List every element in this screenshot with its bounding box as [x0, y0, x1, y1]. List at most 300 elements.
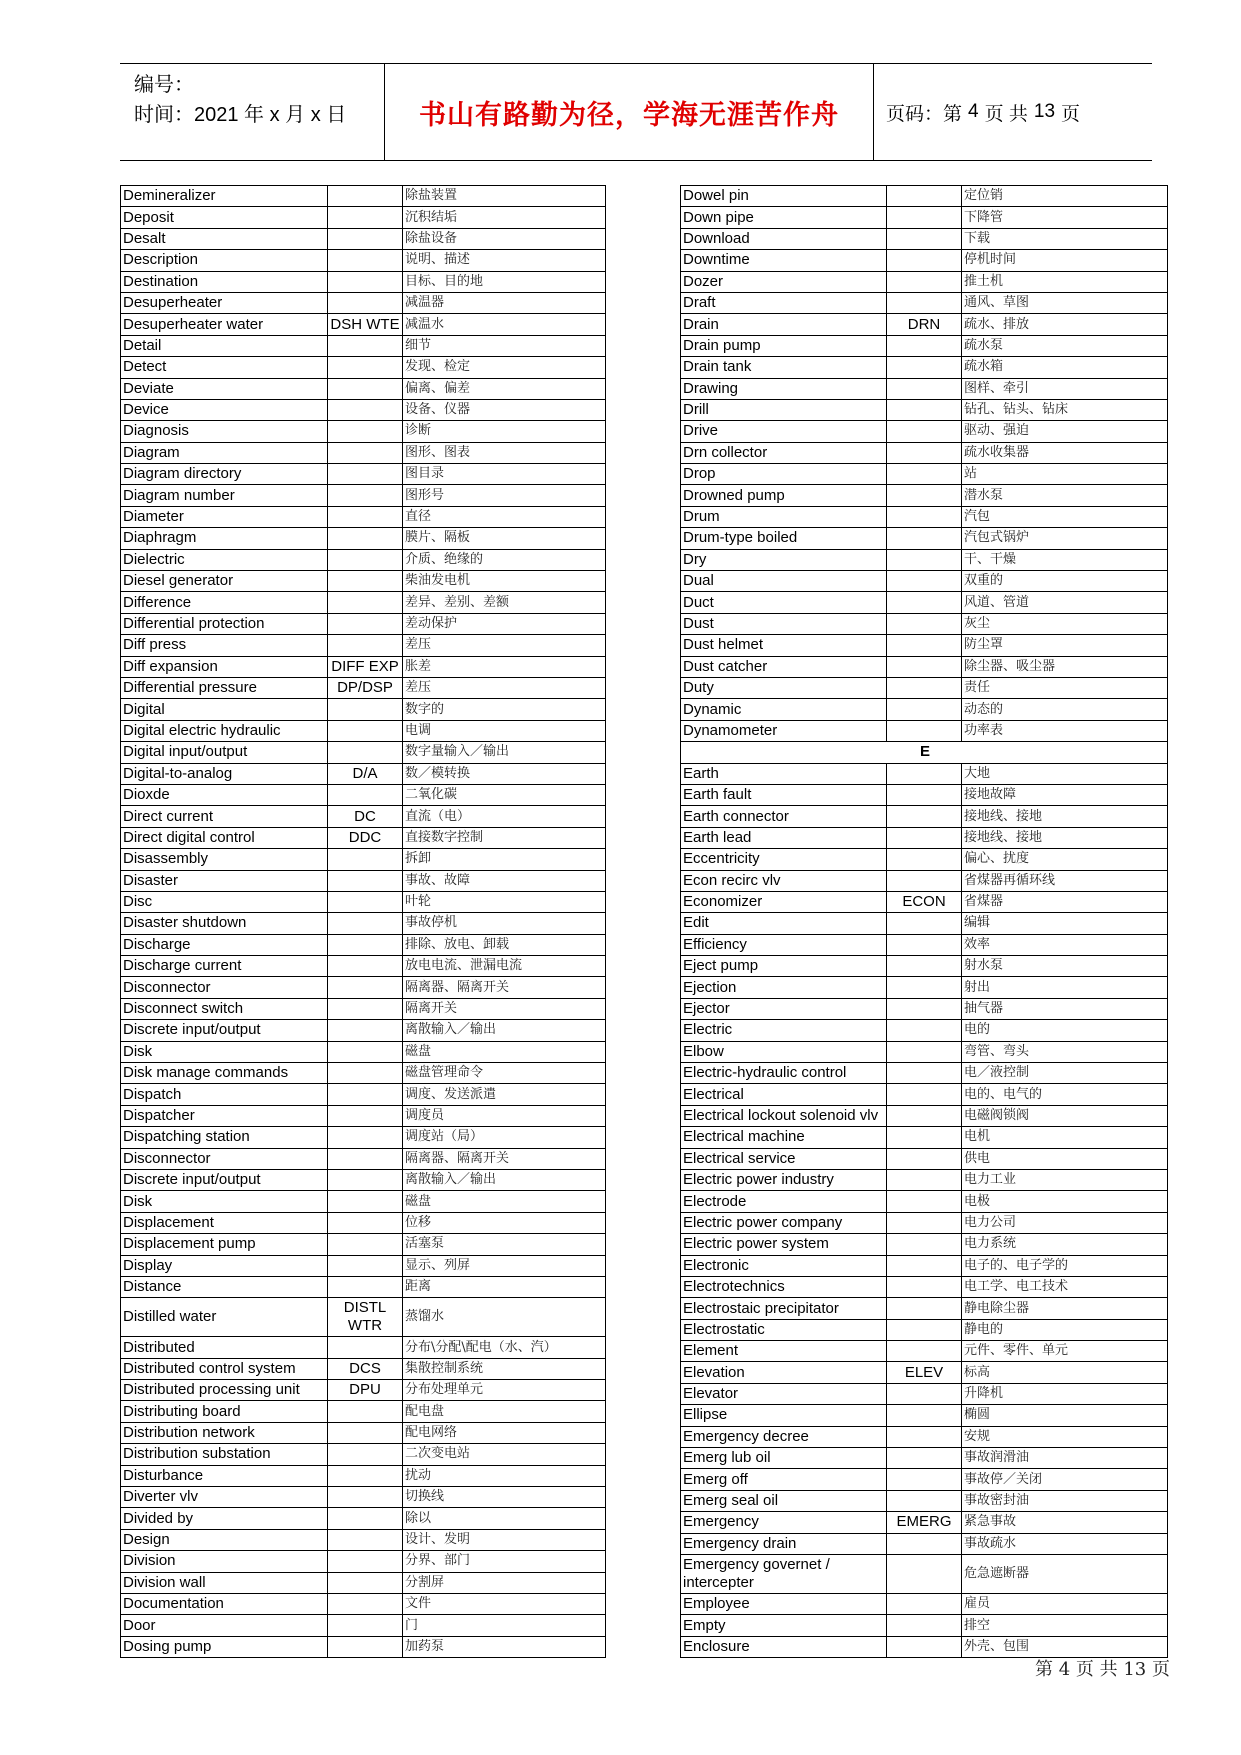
term-english: Emergency decree [681, 1426, 887, 1447]
term-english: Detail [121, 335, 328, 356]
term-abbreviation [887, 806, 962, 827]
term-english: Ellipse [681, 1405, 887, 1426]
glossary-row [121, 677, 606, 698]
glossary-row [681, 1512, 1168, 1533]
glossary-row [681, 228, 1168, 249]
glossary-row [681, 913, 1168, 934]
term-abbreviation [328, 421, 403, 442]
glossary-row [681, 1105, 1168, 1126]
glossary-row [681, 1319, 1168, 1340]
term-chinese: 驱动、强迫 [962, 421, 1168, 442]
term-abbreviation [887, 784, 962, 805]
term-chinese: 汽包式锅炉 [962, 528, 1168, 549]
term-english: Digital [121, 699, 328, 720]
term-chinese: 下降管 [962, 207, 1168, 228]
term-chinese: 偏离、偏差 [403, 378, 606, 399]
glossary-row [681, 956, 1168, 977]
glossary-row [121, 1127, 606, 1148]
term-abbreviation [887, 421, 962, 442]
term-chinese: 图形号 [403, 485, 606, 506]
glossary-row [681, 635, 1168, 656]
term-english: Electric power industry [681, 1169, 887, 1190]
glossary-row [121, 1487, 606, 1508]
term-chinese: 离散输入／输出 [403, 1169, 606, 1190]
term-chinese: 接地线、接地 [962, 827, 1168, 848]
term-english: Empty [681, 1615, 887, 1636]
glossary-row [121, 1337, 606, 1358]
term-english: Emerg off [681, 1469, 887, 1490]
glossary-row [681, 806, 1168, 827]
term-abbreviation: ELEV [887, 1362, 962, 1383]
term-english: Electrical lockout solenoid vlv [681, 1105, 887, 1126]
glossary-row [121, 1255, 606, 1276]
glossary-row [121, 891, 606, 912]
term-english: Drowned pump [681, 485, 887, 506]
term-english: Dielectric [121, 549, 328, 570]
term-abbreviation [887, 1255, 962, 1276]
term-english: Emerg lub oil [681, 1448, 887, 1469]
term-english: Dual [681, 571, 887, 592]
page-total: 13 [1033, 101, 1056, 122]
glossary-row [681, 186, 1168, 207]
term-abbreviation [887, 1636, 962, 1657]
term-chinese: 元件、零件、单元 [962, 1341, 1168, 1362]
term-abbreviation [328, 1105, 403, 1126]
term-abbreviation [328, 357, 403, 378]
glossary-row [121, 1551, 606, 1572]
term-chinese: 减温器 [403, 292, 606, 313]
term-chinese: 数字量输入／输出 [403, 742, 606, 763]
term-abbreviation [887, 1127, 962, 1148]
glossary-row [121, 549, 606, 570]
term-english: Drawing [681, 378, 887, 399]
glossary-row [121, 913, 606, 934]
glossary-row [681, 677, 1168, 698]
glossary-table-right [680, 185, 1168, 1658]
term-abbreviation [887, 250, 962, 271]
term-chinese: 抽气器 [962, 998, 1168, 1019]
term-chinese: 射出 [962, 977, 1168, 998]
glossary-row [121, 742, 606, 763]
term-chinese: 通风、草图 [962, 292, 1168, 313]
term-abbreviation [328, 998, 403, 1019]
glossary-row [681, 1383, 1168, 1404]
term-chinese: 磁盘 [403, 1191, 606, 1212]
term-abbreviation: DISTL WTR [328, 1298, 403, 1337]
term-abbreviation [887, 849, 962, 870]
glossary-row [121, 635, 606, 656]
term-abbreviation [887, 1063, 962, 1084]
term-chinese: 弯管、弯头 [962, 1041, 1168, 1062]
term-english: Electrode [681, 1191, 887, 1212]
term-english: Disassembly [121, 849, 328, 870]
glossary-row [121, 485, 606, 506]
glossary-row [681, 442, 1168, 463]
term-chinese: 叶轮 [403, 891, 606, 912]
term-chinese: 差压 [403, 677, 606, 698]
term-chinese: 灰尘 [962, 613, 1168, 634]
glossary-row [681, 549, 1168, 570]
term-english: Eccentricity [681, 849, 887, 870]
glossary-row [121, 314, 606, 335]
term-english: Dynamic [681, 699, 887, 720]
term-abbreviation [887, 186, 962, 207]
term-english: Deviate [121, 378, 328, 399]
term-english: Disc [121, 891, 328, 912]
glossary-body-right [681, 186, 1168, 1658]
term-chinese: 椭圆 [962, 1405, 1168, 1426]
term-abbreviation [328, 1127, 403, 1148]
glossary-row [681, 485, 1168, 506]
glossary-row [121, 827, 606, 848]
glossary-row [681, 1041, 1168, 1062]
glossary-row [121, 1572, 606, 1593]
glossary-row [681, 335, 1168, 356]
term-english: Design [121, 1529, 328, 1550]
term-english: Earth [681, 763, 887, 784]
term-english: Digital-to-analog [121, 763, 328, 784]
term-chinese: 排除、放电、卸载 [403, 934, 606, 955]
term-chinese: 设备、仪器 [403, 399, 606, 420]
term-abbreviation [328, 592, 403, 613]
glossary-row [681, 1405, 1168, 1426]
term-english: Ejector [681, 998, 887, 1019]
term-chinese: 事故密封油 [962, 1490, 1168, 1511]
term-english: Distributed control system [121, 1358, 328, 1379]
term-abbreviation [328, 699, 403, 720]
term-english: Digital input/output [121, 742, 328, 763]
term-english: Dust catcher [681, 656, 887, 677]
glossary-body-left [121, 186, 606, 1658]
page-number: 4 [968, 101, 979, 122]
term-english: Electric-hydraulic control [681, 1063, 887, 1084]
term-chinese: 站 [962, 464, 1168, 485]
glossary-row [681, 827, 1168, 848]
term-chinese: 活塞泵 [403, 1234, 606, 1255]
term-english: Discrete input/output [121, 1020, 328, 1041]
term-chinese: 图目录 [403, 464, 606, 485]
glossary-row [681, 207, 1168, 228]
term-abbreviation [887, 228, 962, 249]
term-chinese: 二次变电站 [403, 1444, 606, 1465]
term-abbreviation [328, 1063, 403, 1084]
term-english: Elevation [681, 1362, 887, 1383]
term-abbreviation [887, 506, 962, 527]
glossary-row [121, 506, 606, 527]
term-abbreviation [328, 784, 403, 805]
term-english: Desuperheater water [121, 314, 328, 335]
term-chinese: 隔离开关 [403, 998, 606, 1019]
term-english: Disaster [121, 870, 328, 891]
term-chinese: 汽包 [962, 506, 1168, 527]
term-chinese: 差异、差别、差额 [403, 592, 606, 613]
glossary-row [121, 1380, 606, 1401]
term-abbreviation [887, 464, 962, 485]
glossary-row [121, 1148, 606, 1169]
term-chinese: 疏水、排放 [962, 314, 1168, 335]
glossary-row [121, 934, 606, 955]
term-abbreviation [887, 656, 962, 677]
glossary-row [121, 1298, 606, 1337]
glossary-row [121, 849, 606, 870]
term-english: Distributing board [121, 1401, 328, 1422]
term-chinese: 调度员 [403, 1105, 606, 1126]
term-chinese: 事故停机 [403, 913, 606, 934]
term-abbreviation [328, 1148, 403, 1169]
section-letter: E [919, 743, 930, 761]
term-english: Dosing pump [121, 1636, 328, 1657]
term-chinese: 诊断 [403, 421, 606, 442]
glossary-row [681, 1063, 1168, 1084]
term-english: Electric power company [681, 1212, 887, 1233]
term-english: Drn collector [681, 442, 887, 463]
term-english: Discrete input/output [121, 1169, 328, 1190]
term-abbreviation [887, 378, 962, 399]
term-english: Electrotechnics [681, 1276, 887, 1297]
term-english: Employee [681, 1594, 887, 1615]
glossary-row [121, 1169, 606, 1190]
term-abbreviation [328, 1636, 403, 1657]
glossary-row [121, 292, 606, 313]
term-chinese: 隔离器、隔离开关 [403, 1148, 606, 1169]
glossary-row [681, 1234, 1168, 1255]
term-abbreviation [887, 1405, 962, 1426]
glossary-row [681, 763, 1168, 784]
glossary-row [121, 720, 606, 741]
term-chinese: 配电盘 [403, 1401, 606, 1422]
term-abbreviation [328, 1212, 403, 1233]
term-abbreviation [328, 870, 403, 891]
term-abbreviation: DIFF EXP [328, 656, 403, 677]
term-abbreviation: ECON [887, 891, 962, 912]
term-abbreviation [887, 1341, 962, 1362]
term-chinese: 紧急事故 [962, 1512, 1168, 1533]
term-chinese: 除尘器、吸尘器 [962, 656, 1168, 677]
term-english: Disconnector [121, 977, 328, 998]
term-chinese: 事故疏水 [962, 1533, 1168, 1554]
term-chinese: 钻孔、钻头、钻床 [962, 399, 1168, 420]
term-chinese: 文件 [403, 1594, 606, 1615]
term-abbreviation [328, 1594, 403, 1615]
glossary-row [121, 613, 606, 634]
term-chinese: 大地 [962, 763, 1168, 784]
term-english: Description [121, 250, 328, 271]
term-english: Dynamometer [681, 720, 887, 741]
glossary-row [681, 934, 1168, 955]
term-english: Dowel pin [681, 186, 887, 207]
term-chinese: 电力工业 [962, 1169, 1168, 1190]
term-abbreviation [328, 528, 403, 549]
glossary-row [681, 292, 1168, 313]
term-english: Electric power system [681, 1234, 887, 1255]
glossary-row [121, 571, 606, 592]
term-english: Drum [681, 506, 887, 527]
term-english: Diagnosis [121, 421, 328, 442]
term-chinese: 防尘罩 [962, 635, 1168, 656]
term-chinese: 事故润滑油 [962, 1448, 1168, 1469]
term-chinese: 安规 [962, 1426, 1168, 1447]
term-english: Duty [681, 677, 887, 698]
term-english: Downtime [681, 250, 887, 271]
term-chinese: 分割屏 [403, 1572, 606, 1593]
term-abbreviation [887, 870, 962, 891]
term-abbreviation [887, 485, 962, 506]
term-abbreviation [887, 1234, 962, 1255]
glossary-row [681, 314, 1168, 335]
term-chinese: 外壳、包围 [962, 1636, 1168, 1657]
term-abbreviation [328, 1572, 403, 1593]
glossary-row [121, 1212, 606, 1233]
term-abbreviation [328, 849, 403, 870]
term-abbreviation: DPU [328, 1380, 403, 1401]
term-english: Disk manage commands [121, 1063, 328, 1084]
term-chinese: 风道、管道 [962, 592, 1168, 613]
term-english: Detect [121, 357, 328, 378]
page-label: 页码：第 [886, 103, 963, 125]
term-abbreviation [887, 1533, 962, 1554]
term-abbreviation [328, 1465, 403, 1486]
term-chinese: 直流（电） [403, 806, 606, 827]
glossary-row [121, 1529, 606, 1550]
term-abbreviation [328, 1401, 403, 1422]
glossary-row [121, 335, 606, 356]
term-english: Displacement pump [121, 1234, 328, 1255]
term-english: Difference [121, 592, 328, 613]
glossary-row [121, 1020, 606, 1041]
glossary-row [121, 870, 606, 891]
glossary-row [681, 849, 1168, 870]
term-chinese: 静电除尘器 [962, 1298, 1168, 1319]
term-chinese: 沉积结垢 [403, 207, 606, 228]
term-abbreviation: DP/DSP [328, 677, 403, 698]
term-chinese: 发现、检定 [403, 357, 606, 378]
term-chinese: 接地故障 [962, 784, 1168, 805]
term-abbreviation [328, 250, 403, 271]
term-abbreviation [887, 1490, 962, 1511]
term-english: Disconnector [121, 1148, 328, 1169]
term-english: Drop [681, 464, 887, 485]
term-english: Drain [681, 314, 887, 335]
term-english: Edit [681, 913, 887, 934]
term-abbreviation [887, 292, 962, 313]
term-english: Demineralizer [121, 186, 328, 207]
glossary-row [681, 1615, 1168, 1636]
term-abbreviation [328, 1487, 403, 1508]
term-chinese: 图样、牵引 [962, 378, 1168, 399]
glossary-row [681, 977, 1168, 998]
term-english: Down pipe [681, 207, 887, 228]
term-abbreviation [887, 613, 962, 634]
term-english: Disconnect switch [121, 998, 328, 1019]
term-abbreviation [328, 1337, 403, 1358]
term-chinese: 静电的 [962, 1319, 1168, 1340]
term-abbreviation [887, 1148, 962, 1169]
term-chinese: 隔离器、隔离开关 [403, 977, 606, 998]
term-chinese: 调度、发送派遣 [403, 1084, 606, 1105]
term-chinese: 电／液控制 [962, 1063, 1168, 1084]
glossary-row [681, 656, 1168, 677]
term-chinese: 分界、部门 [403, 1551, 606, 1572]
term-english: Dispatching station [121, 1127, 328, 1148]
term-chinese: 电子的、电子学的 [962, 1255, 1168, 1276]
term-chinese: 胀差 [403, 656, 606, 677]
glossary-row [121, 763, 606, 784]
term-chinese: 数字的 [403, 699, 606, 720]
term-english: Draft [681, 292, 887, 313]
page-mid: 页 共 [984, 103, 1028, 125]
term-english: Drill [681, 399, 887, 420]
glossary-row [681, 1084, 1168, 1105]
term-english: Diagram [121, 442, 328, 463]
term-english: Documentation [121, 1594, 328, 1615]
term-english: Disk [121, 1041, 328, 1062]
term-chinese: 电力公司 [962, 1212, 1168, 1233]
glossary-row [121, 998, 606, 1019]
term-chinese: 直径 [403, 506, 606, 527]
term-chinese: 位移 [403, 1212, 606, 1233]
term-abbreviation: DDC [328, 827, 403, 848]
term-english: Element [681, 1341, 887, 1362]
term-abbreviation [887, 998, 962, 1019]
glossary-row [121, 464, 606, 485]
term-english: Desuperheater [121, 292, 328, 313]
term-abbreviation: D/A [328, 763, 403, 784]
glossary-row [681, 891, 1168, 912]
term-abbreviation [887, 528, 962, 549]
term-abbreviation [328, 913, 403, 934]
term-abbreviation [887, 1426, 962, 1447]
term-chinese: 数／模转换 [403, 763, 606, 784]
term-chinese: 事故停／关闭 [962, 1469, 1168, 1490]
glossary-row [681, 250, 1168, 271]
term-chinese: 疏水收集器 [962, 442, 1168, 463]
term-chinese: 射水泵 [962, 956, 1168, 977]
term-english: Drive [681, 421, 887, 442]
term-chinese: 省煤器再循环线 [962, 870, 1168, 891]
term-abbreviation [887, 1319, 962, 1340]
glossary-row [121, 271, 606, 292]
glossary-row [681, 592, 1168, 613]
term-abbreviation [887, 1298, 962, 1319]
term-chinese: 接地线、接地 [962, 806, 1168, 827]
term-abbreviation [328, 1276, 403, 1297]
term-abbreviation [328, 1020, 403, 1041]
glossary-row [681, 1212, 1168, 1233]
term-english: Destination [121, 271, 328, 292]
term-chinese: 放电电流、泄漏电流 [403, 956, 606, 977]
glossary-row [121, 1358, 606, 1379]
term-english: Electric [681, 1020, 887, 1041]
term-abbreviation [328, 228, 403, 249]
term-chinese: 差动保护 [403, 613, 606, 634]
glossary-row [121, 528, 606, 549]
term-abbreviation [328, 1615, 403, 1636]
term-chinese: 细节 [403, 335, 606, 356]
glossary-row [681, 613, 1168, 634]
term-abbreviation [328, 485, 403, 506]
term-abbreviation [887, 977, 962, 998]
term-chinese: 供电 [962, 1148, 1168, 1169]
term-abbreviation [887, 1212, 962, 1233]
glossary-row [121, 1084, 606, 1105]
term-english: Dust [681, 613, 887, 634]
term-english: Efficiency [681, 934, 887, 955]
term-abbreviation [328, 977, 403, 998]
term-chinese: 蒸馏水 [403, 1298, 606, 1337]
term-abbreviation [887, 1555, 962, 1594]
term-chinese: 配电网络 [403, 1422, 606, 1443]
page-indicator [886, 64, 1080, 160]
